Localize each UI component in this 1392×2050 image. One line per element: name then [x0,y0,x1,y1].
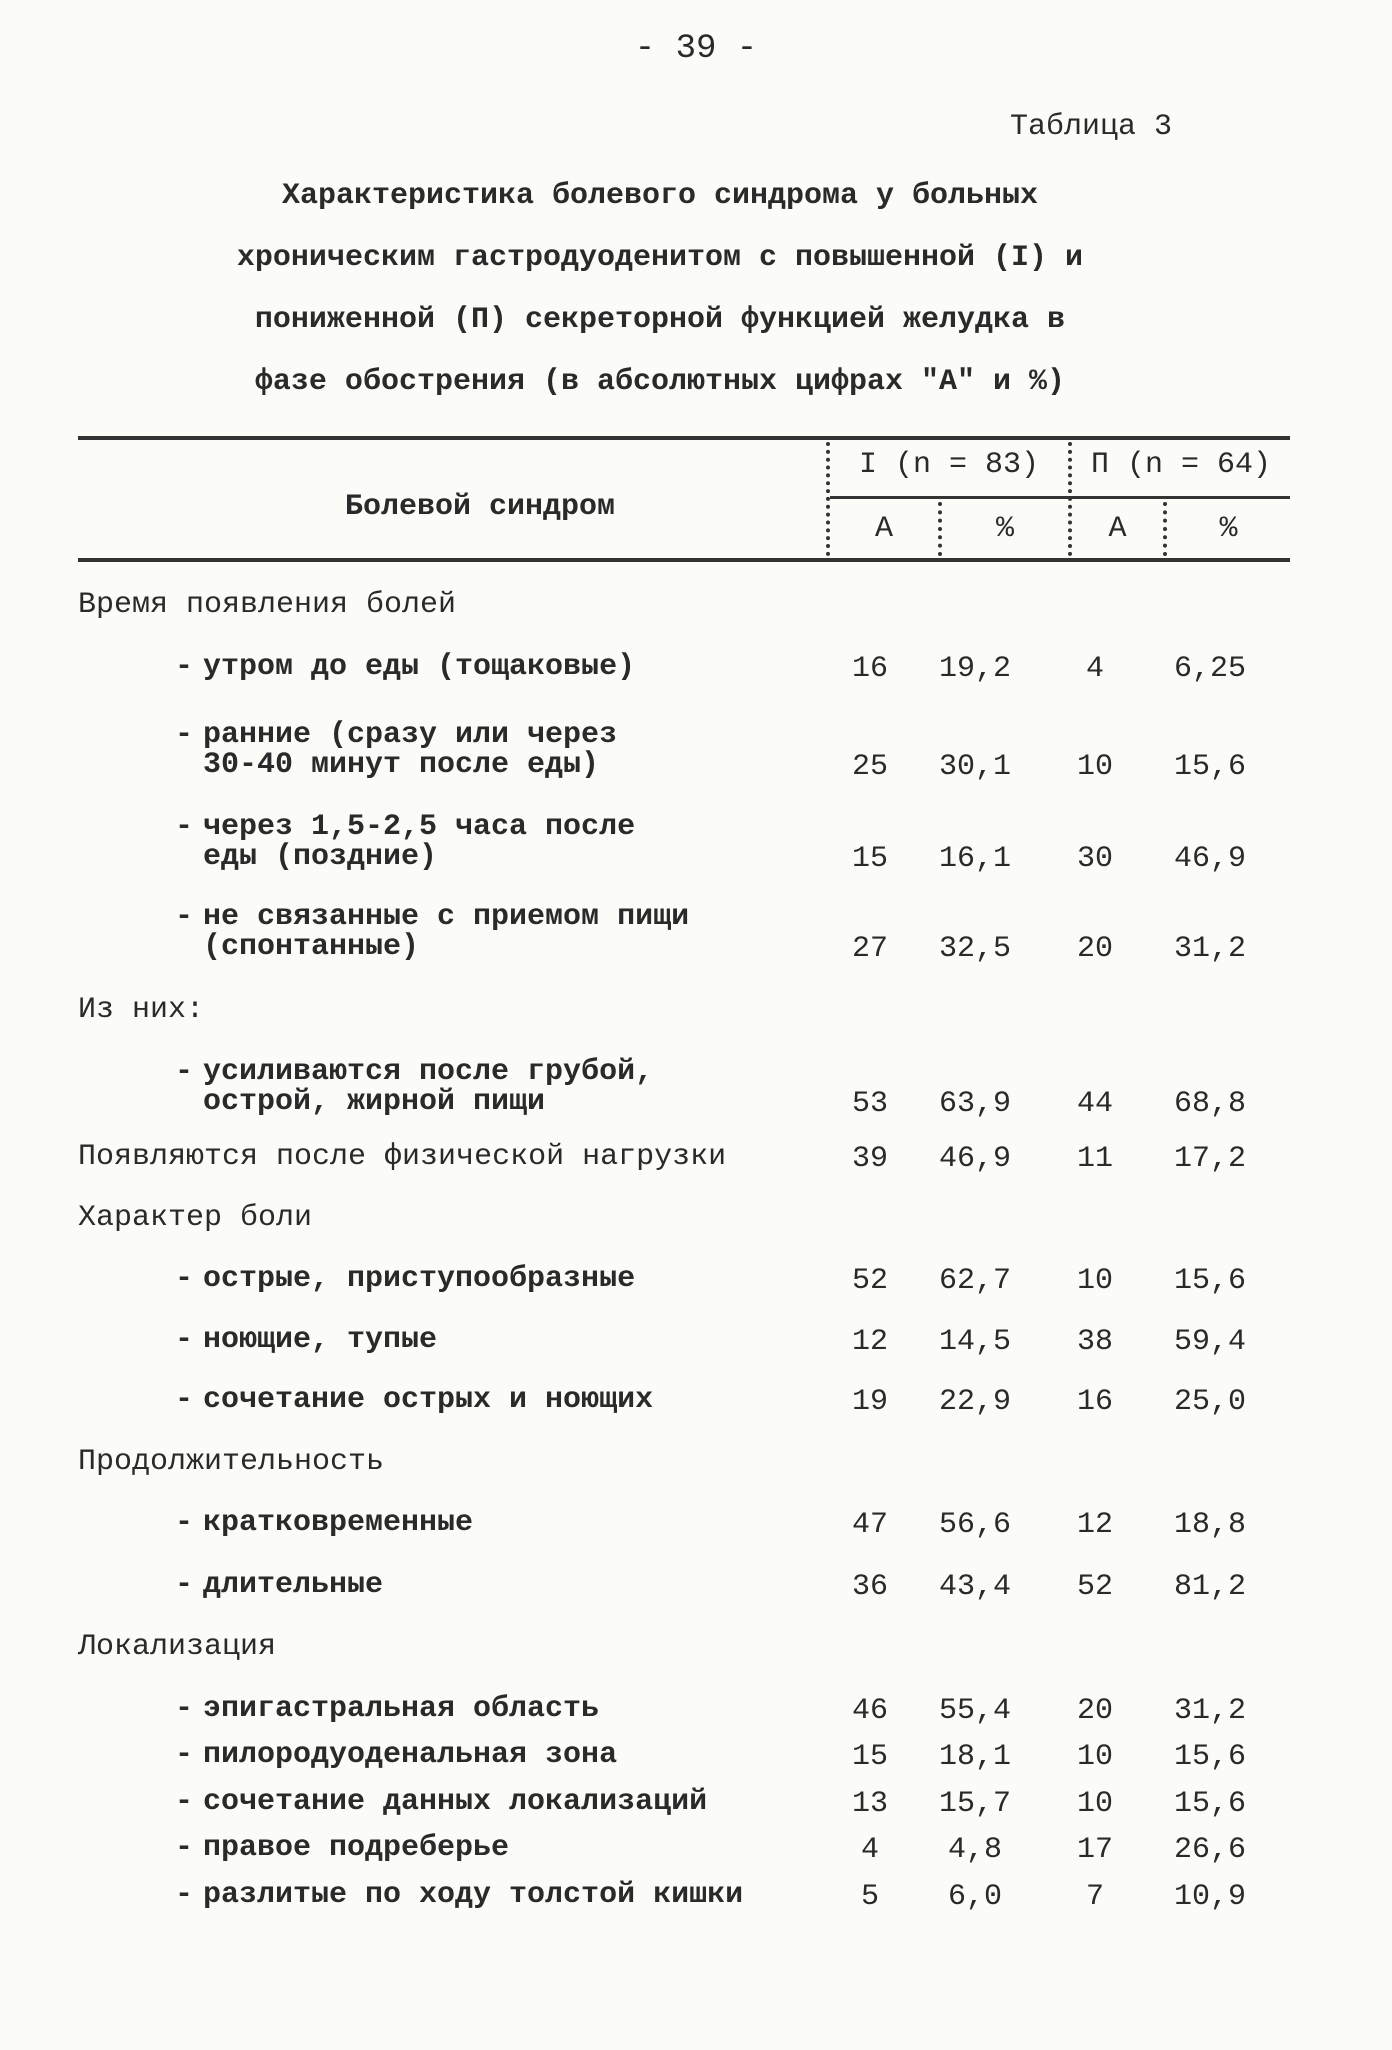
label-line: через 1,5-2,5 часа после [203,810,636,844]
table-label: Таблица 3 [1010,110,1173,144]
item-label [175,812,635,872]
percent-g1-cell: 16,1 [938,842,1011,876]
count-g1-cell: 27 [851,932,888,966]
caption-line: фазе обострения (в абсолютных цифрах "А" и %) [254,365,1066,399]
count-g1-cell: 15 [851,1740,888,1774]
percent-g1-cell: 30,1 [938,750,1011,784]
label-line: Из них: [78,993,205,1027]
percent-g2-cell: 25,0 [1173,1385,1246,1419]
row-label-header: Болевой синдром [344,490,616,524]
col-p2-header: % [1219,512,1238,546]
count-g1-cell: 15 [851,842,888,876]
percent-g2-cell: 15,6 [1173,1264,1246,1298]
count-g2-cell: 10 [1076,750,1113,784]
label-line: утром до еды (тощаковые) [203,650,636,684]
dash-marker: - [175,1055,194,1089]
label-line: пилородуоденальная зона [203,1738,618,1772]
item-label [175,1264,635,1294]
header-bottom-rule [78,558,1290,562]
label-line: еды (поздние) [203,840,438,874]
section-label [78,590,456,620]
dash-marker: - [175,1568,194,1602]
percent-g2-cell: 46,9 [1173,842,1246,876]
count-g2-cell: 10 [1076,1264,1113,1298]
dash-marker: - [175,1831,194,1865]
dash-marker: - [175,1738,194,1772]
item-label [175,1508,473,1538]
percent-g1-cell: 63,9 [938,1087,1011,1121]
count-g2-cell: 11 [1076,1142,1113,1176]
label-line: кратковременные [203,1506,474,1540]
label-line: ноющие, тупые [203,1323,438,1357]
caption-line: Характеристика болевого синдрома у больных [281,179,1039,213]
table-top-rule [78,436,1290,440]
item-label [175,1325,437,1355]
percent-g2-cell: 10,9 [1173,1880,1246,1914]
percent-g1-cell: 43,4 [938,1570,1011,1604]
label-line: усиливаются после грубой, [203,1055,654,1089]
item-label [175,1880,743,1910]
item-label [175,1385,653,1415]
label-line: длительные [203,1568,384,1602]
percent-g2-cell: 81,2 [1173,1570,1246,1604]
percent-g2-cell: 59,4 [1173,1325,1246,1359]
item-label [175,1570,383,1600]
percent-g1-cell: 15,7 [938,1787,1011,1821]
count-g2-cell: 10 [1076,1740,1113,1774]
percent-g2-cell: 15,6 [1173,1740,1246,1774]
percent-g2-cell: 17,2 [1173,1142,1246,1176]
item-label [175,720,617,780]
percent-g2-cell: 31,2 [1173,1694,1246,1728]
item-label [175,1787,707,1817]
count-g1-cell: 25 [851,750,888,784]
item-label [175,1833,509,1863]
count-g1-cell: 5 [860,1880,879,1914]
label-line: Локализация [78,1630,277,1664]
label-line: острой, жирной пищи [203,1085,546,1119]
percent-g1-cell: 14,5 [938,1325,1011,1359]
dash-marker: - [175,1692,194,1726]
section-label [78,1203,312,1233]
dash-marker: - [175,810,194,844]
label-line: (спонтанные) [203,930,420,964]
percent-g2-cell: 31,2 [1173,932,1246,966]
percent-g1-cell: 62,7 [938,1264,1011,1298]
count-g1-cell: 12 [851,1325,888,1359]
label-line: Продолжительность [78,1445,385,1479]
percent-g1-cell: 18,1 [938,1740,1011,1774]
group-header-rule [830,496,1290,499]
dash-marker: - [175,1262,194,1296]
count-g1-cell: 47 [851,1508,888,1542]
group1-header: I (n = 83) [858,448,1040,482]
count-g1-cell: 4 [860,1833,879,1867]
label-line: Время появления болей [78,588,457,622]
item-label [175,1694,599,1724]
label-line: сочетание данных локализаций [203,1785,708,1819]
section-label [78,1632,276,1662]
count-g2-cell: 17 [1076,1833,1113,1867]
percent-g2-cell: 15,6 [1173,1787,1246,1821]
item-label [175,902,689,962]
dash-marker: - [175,1383,194,1417]
table-caption [150,165,1170,413]
percent-g1-cell: 56,6 [938,1508,1011,1542]
label-line: эпигастральная область [203,1692,600,1726]
count-g2-cell: 12 [1076,1508,1113,1542]
label-line: разлитые по ходу толстой кишки [203,1878,744,1912]
count-g2-cell: 30 [1076,842,1113,876]
count-g1-cell: 39 [851,1142,888,1176]
label-line: сочетание острых и ноющих [203,1383,654,1417]
percent-g1-cell: 6,0 [947,1880,1002,1914]
count-g2-cell: 52 [1076,1570,1113,1604]
item-label [175,652,635,682]
dash-marker: - [175,1506,194,1540]
count-g2-cell: 38 [1076,1325,1113,1359]
col-a2-header: А [1108,512,1127,546]
count-g2-cell: 10 [1076,1787,1113,1821]
page-number: - 39 - [634,30,758,68]
percent-g1-cell: 19,2 [938,652,1011,686]
item-label [175,1740,617,1770]
count-g2-cell: 7 [1085,1880,1104,1914]
dash-marker: - [175,1878,194,1912]
item-label [175,1057,653,1117]
count-g2-cell: 20 [1076,1694,1113,1728]
label-line: правое подреберье [203,1831,510,1865]
percent-g1-cell: 22,9 [938,1385,1011,1419]
dash-marker: - [175,718,194,752]
count-g1-cell: 46 [851,1694,888,1728]
count-g1-cell: 53 [851,1087,888,1121]
dash-marker: - [175,650,194,684]
percent-g2-cell: 68,8 [1173,1087,1246,1121]
label-line: 30-40 минут после еды) [203,748,600,782]
label-line: острые, приступообразные [203,1262,636,1296]
label-line: ранние (сразу или через [203,718,618,752]
count-g1-cell: 19 [851,1385,888,1419]
percent-g2-cell: 26,6 [1173,1833,1246,1867]
col-a1-header: А [874,512,893,546]
count-g2-cell: 16 [1076,1385,1113,1419]
label-line: не связанные с приемом пищи [203,900,690,934]
count-g1-cell: 16 [851,652,888,686]
caption-line: хроническим гастродуоденитом с повышенной (I) и [236,241,1084,275]
section-label [78,1447,384,1477]
count-g2-cell: 20 [1076,932,1113,966]
count-g2-cell: 4 [1085,652,1104,686]
percent-g1-cell: 46,9 [938,1142,1011,1176]
caption-line: пониженной (П) секреторной функцией желудка в [254,303,1066,337]
dash-marker: - [175,1323,194,1357]
percent-g2-cell: 15,6 [1173,750,1246,784]
percent-g1-cell: 4,8 [947,1833,1002,1867]
percent-g1-cell: 55,4 [938,1694,1011,1728]
section-label [78,1142,726,1172]
dash-marker: - [175,900,194,934]
count-g2-cell: 44 [1076,1087,1113,1121]
count-g1-cell: 13 [851,1787,888,1821]
dash-marker: - [175,1785,194,1819]
group2-header: П (n = 64) [1090,448,1272,482]
percent-g2-cell: 18,8 [1173,1508,1246,1542]
col-p1-header: % [995,512,1014,546]
percent-g1-cell: 32,5 [938,932,1011,966]
label-line: Появляются после физической нагрузки [78,1140,727,1174]
label-line: Характер боли [78,1201,313,1235]
section-label [78,995,204,1025]
count-g1-cell: 36 [851,1570,888,1604]
count-g1-cell: 52 [851,1264,888,1298]
percent-g2-cell: 6,25 [1173,652,1246,686]
